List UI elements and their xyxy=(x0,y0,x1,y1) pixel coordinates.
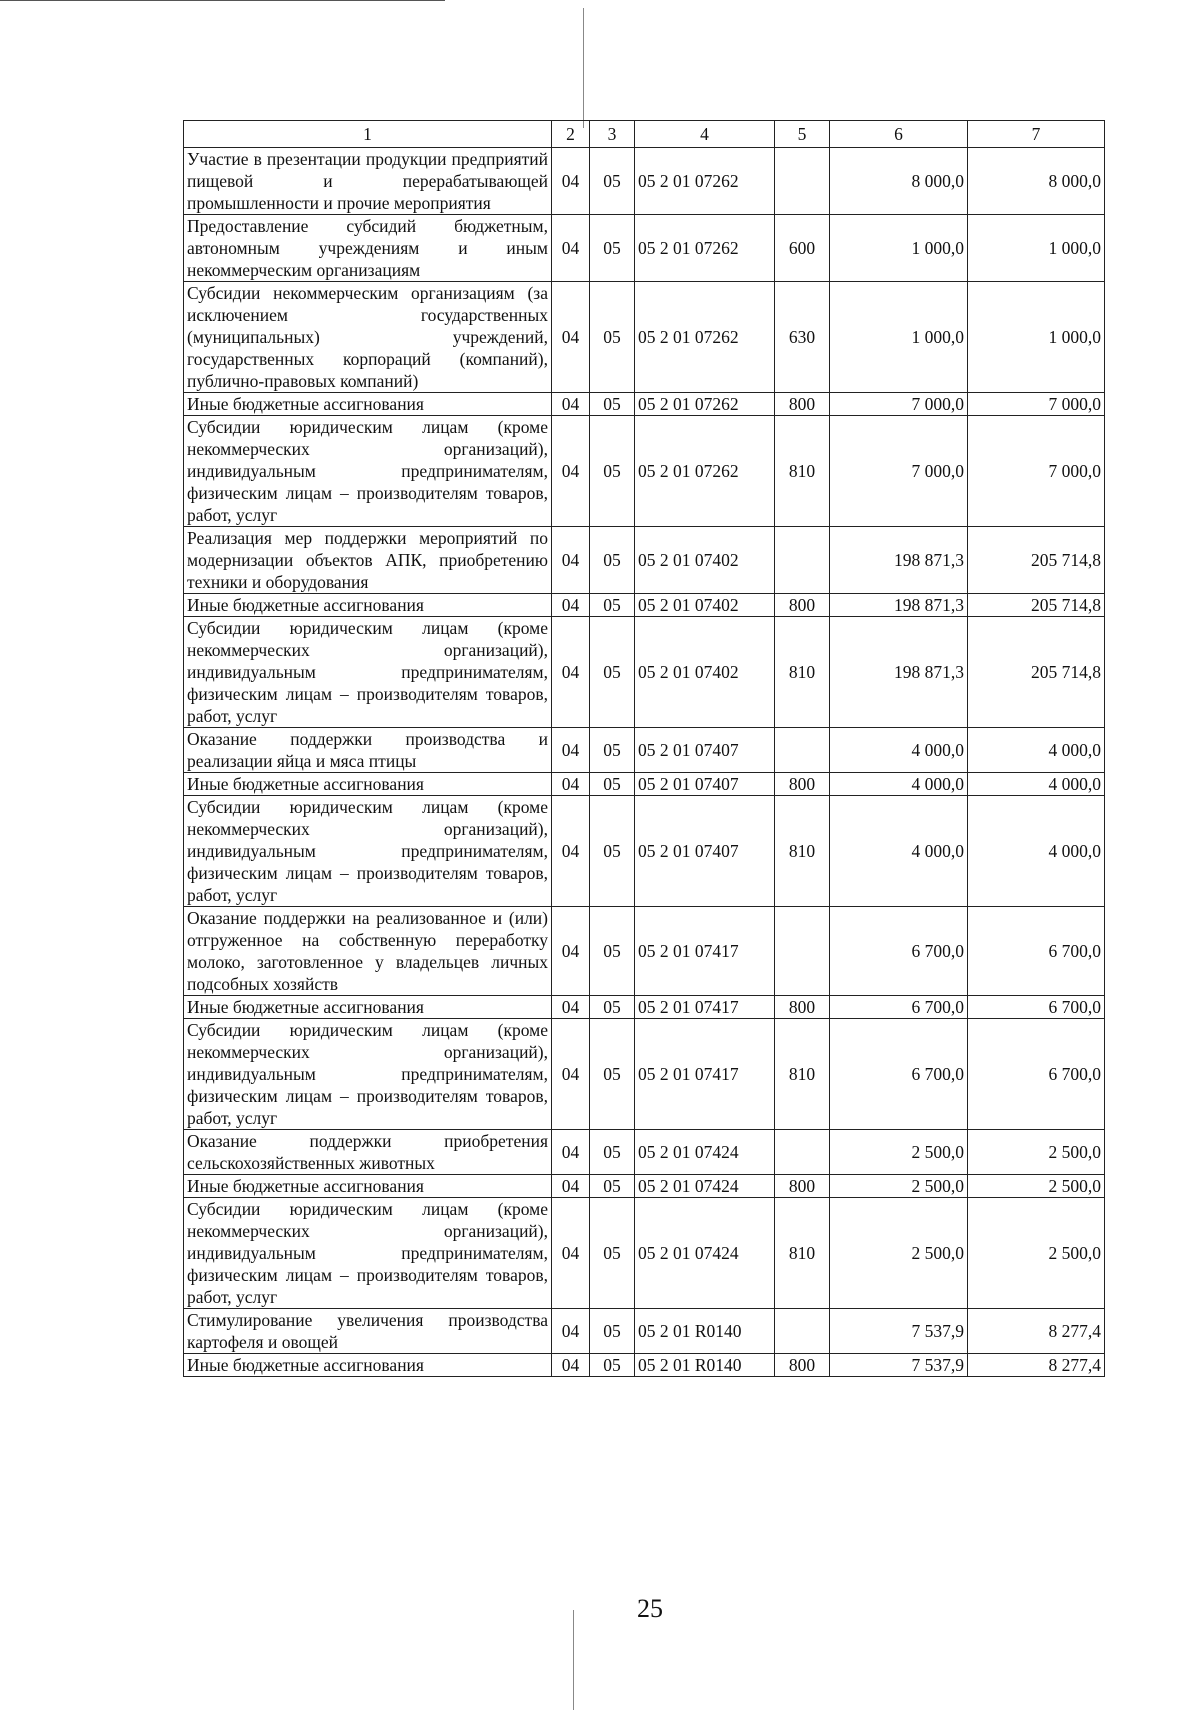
target-article-cell: 05 2 01 07262 xyxy=(635,393,775,416)
target-article-cell: 05 2 01 07417 xyxy=(635,1019,775,1130)
section-code-cell: 04 xyxy=(552,617,590,728)
table-row xyxy=(184,1198,1105,1309)
section-code-cell: 04 xyxy=(552,996,590,1019)
subsection-code-cell: 05 xyxy=(590,773,635,796)
section-code-cell: 04 xyxy=(552,1175,590,1198)
amount-year2-cell: 6 700,0 xyxy=(968,996,1105,1019)
row-name-cell: Оказание поддержки производства и реализации яйца и мяса птицы xyxy=(184,728,552,773)
table-row xyxy=(184,617,1105,728)
expense-type-cell xyxy=(775,907,830,996)
expense-type-cell: 800 xyxy=(775,996,830,1019)
amount-year1-cell: 7 537,9 xyxy=(830,1309,968,1354)
target-article-cell: 05 2 01 07407 xyxy=(635,796,775,907)
amount-year2-cell: 4 000,0 xyxy=(968,773,1105,796)
section-code-cell: 04 xyxy=(552,796,590,907)
amount-year1-cell: 198 871,3 xyxy=(830,527,968,594)
expense-type-cell xyxy=(775,527,830,594)
expense-type-cell: 810 xyxy=(775,1198,830,1309)
amount-year2-cell: 7 000,0 xyxy=(968,393,1105,416)
table-row xyxy=(184,393,1105,416)
target-article-cell: 05 2 01 07402 xyxy=(635,594,775,617)
expense-type-cell xyxy=(775,728,830,773)
expense-type-cell: 600 xyxy=(775,215,830,282)
expense-type-cell: 800 xyxy=(775,393,830,416)
row-name-cell: Субсидии юридическим лицам (кроме некоммерческих организаций), индивидуальным предпринимателям, физическим лицам – производителям товаров, работ, услуг xyxy=(184,416,552,527)
expense-type-cell: 800 xyxy=(775,594,830,617)
row-name-cell: Предоставление субсидий бюджетным, автономным учреждениям и иным некоммерческим организациям xyxy=(184,215,552,282)
table-row xyxy=(184,796,1105,907)
amount-year1-cell: 7 000,0 xyxy=(830,416,968,527)
table-header xyxy=(184,121,1105,148)
table-row xyxy=(184,215,1105,282)
table-row xyxy=(184,1019,1105,1130)
amount-year1-cell: 6 700,0 xyxy=(830,1019,968,1130)
top-rule xyxy=(0,0,445,1)
header-cell: 5 xyxy=(775,121,830,148)
target-article-cell: 05 2 01 07262 xyxy=(635,416,775,527)
row-name-cell: Оказание поддержки на реализованное и (или) отгруженное на собственную переработку молоко, заготовленное у владельцев личных подсобных хозяйств xyxy=(184,907,552,996)
row-name-cell: Стимулирование увеличения производства картофеля и овощей xyxy=(184,1309,552,1354)
amount-year1-cell: 8 000,0 xyxy=(830,148,968,215)
amount-year2-cell: 1 000,0 xyxy=(968,215,1105,282)
table-row xyxy=(184,728,1105,773)
target-article-cell: 05 2 01 07424 xyxy=(635,1130,775,1175)
target-article-cell: 05 2 01 07417 xyxy=(635,907,775,996)
table-row xyxy=(184,148,1105,215)
subsection-code-cell: 05 xyxy=(590,1019,635,1130)
amount-year2-cell: 205 714,8 xyxy=(968,617,1105,728)
amount-year1-cell: 2 500,0 xyxy=(830,1198,968,1309)
amount-year2-cell: 6 700,0 xyxy=(968,907,1105,996)
table-row xyxy=(184,1175,1105,1198)
row-name-cell: Иные бюджетные ассигнования xyxy=(184,393,552,416)
subsection-code-cell: 05 xyxy=(590,996,635,1019)
amount-year1-cell: 7 000,0 xyxy=(830,393,968,416)
subsection-code-cell: 05 xyxy=(590,1309,635,1354)
subsection-code-cell: 05 xyxy=(590,796,635,907)
amount-year1-cell: 1 000,0 xyxy=(830,282,968,393)
table-row xyxy=(184,1354,1105,1377)
amount-year2-cell: 2 500,0 xyxy=(968,1198,1105,1309)
row-name-cell: Субсидии юридическим лицам (кроме некоммерческих организаций), индивидуальным предпринимателям, физическим лицам – производителям товаров, работ, услуг xyxy=(184,796,552,907)
subsection-code-cell: 05 xyxy=(590,907,635,996)
row-name-cell: Субсидии юридическим лицам (кроме некоммерческих организаций), индивидуальным предпринимателям, физическим лицам – производителям товаров, работ, услуг xyxy=(184,1019,552,1130)
target-article-cell: 05 2 01 07262 xyxy=(635,148,775,215)
target-article-cell: 05 2 01 07424 xyxy=(635,1175,775,1198)
header-cell: 1 xyxy=(184,121,552,148)
expense-type-cell: 810 xyxy=(775,617,830,728)
target-article-cell: 05 2 01 07402 xyxy=(635,527,775,594)
section-code-cell: 04 xyxy=(552,1354,590,1377)
target-article-cell: 05 2 01 07407 xyxy=(635,773,775,796)
section-code-cell: 04 xyxy=(552,527,590,594)
amount-year2-cell: 8 000,0 xyxy=(968,148,1105,215)
amount-year1-cell: 4 000,0 xyxy=(830,773,968,796)
subsection-code-cell: 05 xyxy=(590,282,635,393)
expense-type-cell: 810 xyxy=(775,796,830,907)
section-code-cell: 04 xyxy=(552,282,590,393)
section-code-cell: 04 xyxy=(552,728,590,773)
table-row xyxy=(184,282,1105,393)
amount-year1-cell: 2 500,0 xyxy=(830,1175,968,1198)
target-article-cell: 05 2 01 R0140 xyxy=(635,1354,775,1377)
amount-year2-cell: 1 000,0 xyxy=(968,282,1105,393)
binding-line-bottom xyxy=(573,1610,574,1710)
expense-type-cell: 800 xyxy=(775,773,830,796)
section-code-cell: 04 xyxy=(552,1130,590,1175)
section-code-cell: 04 xyxy=(552,393,590,416)
target-article-cell: 05 2 01 R0140 xyxy=(635,1309,775,1354)
page-number: 25 xyxy=(637,1594,663,1623)
subsection-code-cell: 05 xyxy=(590,1198,635,1309)
row-name-cell: Участие в презентации продукции предприятий пищевой и перерабатывающей промышленности и прочие мероприятия xyxy=(184,148,552,215)
amount-year1-cell: 7 537,9 xyxy=(830,1354,968,1377)
row-name-cell: Иные бюджетные ассигнования xyxy=(184,773,552,796)
header-cell: 4 xyxy=(635,121,775,148)
target-article-cell: 05 2 01 07262 xyxy=(635,215,775,282)
amount-year2-cell: 8 277,4 xyxy=(968,1309,1105,1354)
row-name-cell: Иные бюджетные ассигнования xyxy=(184,1175,552,1198)
expense-type-cell: 800 xyxy=(775,1175,830,1198)
section-code-cell: 04 xyxy=(552,215,590,282)
section-code-cell: 04 xyxy=(552,1309,590,1354)
expense-type-cell: 630 xyxy=(775,282,830,393)
table-row xyxy=(184,996,1105,1019)
amount-year1-cell: 1 000,0 xyxy=(830,215,968,282)
row-name-cell: Иные бюджетные ассигнования xyxy=(184,1354,552,1377)
budget-table xyxy=(183,120,1105,1377)
table-row xyxy=(184,527,1105,594)
expense-type-cell xyxy=(775,1309,830,1354)
section-code-cell: 04 xyxy=(552,907,590,996)
target-article-cell: 05 2 01 07402 xyxy=(635,617,775,728)
header-cell: 2 xyxy=(552,121,590,148)
section-code-cell: 04 xyxy=(552,1019,590,1130)
row-name-cell: Оказание поддержки приобретения сельскохозяйственных животных xyxy=(184,1130,552,1175)
expense-type-cell: 810 xyxy=(775,1019,830,1130)
expense-type-cell xyxy=(775,148,830,215)
row-name-cell: Реализация мер поддержки мероприятий по модернизации объектов АПК, приобретению техники и оборудования xyxy=(184,527,552,594)
table-row xyxy=(184,907,1105,996)
amount-year2-cell: 8 277,4 xyxy=(968,1354,1105,1377)
target-article-cell: 05 2 01 07424 xyxy=(635,1198,775,1309)
table-row xyxy=(184,1130,1105,1175)
amount-year2-cell: 4 000,0 xyxy=(968,796,1105,907)
table-row xyxy=(184,416,1105,527)
table-row xyxy=(184,1309,1105,1354)
subsection-code-cell: 05 xyxy=(590,1130,635,1175)
table-body xyxy=(184,148,1105,1377)
amount-year2-cell: 2 500,0 xyxy=(968,1175,1105,1198)
binding-line-top xyxy=(583,8,584,128)
subsection-code-cell: 05 xyxy=(590,728,635,773)
section-code-cell: 04 xyxy=(552,594,590,617)
subsection-code-cell: 05 xyxy=(590,1354,635,1377)
subsection-code-cell: 05 xyxy=(590,527,635,594)
amount-year1-cell: 4 000,0 xyxy=(830,796,968,907)
amount-year1-cell: 6 700,0 xyxy=(830,907,968,996)
expense-type-cell: 810 xyxy=(775,416,830,527)
subsection-code-cell: 05 xyxy=(590,594,635,617)
amount-year2-cell: 205 714,8 xyxy=(968,594,1105,617)
row-name-cell: Субсидии юридическим лицам (кроме некоммерческих организаций), индивидуальным предпринимателям, физическим лицам – производителям товаров, работ, услуг xyxy=(184,1198,552,1309)
amount-year1-cell: 4 000,0 xyxy=(830,728,968,773)
subsection-code-cell: 05 xyxy=(590,416,635,527)
expense-type-cell: 800 xyxy=(775,1354,830,1377)
amount-year2-cell: 7 000,0 xyxy=(968,416,1105,527)
section-code-cell: 04 xyxy=(552,148,590,215)
subsection-code-cell: 05 xyxy=(590,617,635,728)
amount-year2-cell: 6 700,0 xyxy=(968,1019,1105,1130)
table-row xyxy=(184,594,1105,617)
amount-year2-cell: 2 500,0 xyxy=(968,1130,1105,1175)
subsection-code-cell: 05 xyxy=(590,148,635,215)
row-name-cell: Субсидии некоммерческим организациям (за исключением государственных (муниципальных) учреждений, государственных корпораций (компаний), публично-правовых компаний) xyxy=(184,282,552,393)
header-cell: 3 xyxy=(590,121,635,148)
target-article-cell: 05 2 01 07262 xyxy=(635,282,775,393)
section-code-cell: 04 xyxy=(552,416,590,527)
target-article-cell: 05 2 01 07407 xyxy=(635,728,775,773)
amount-year1-cell: 6 700,0 xyxy=(830,996,968,1019)
target-article-cell: 05 2 01 07417 xyxy=(635,996,775,1019)
amount-year1-cell: 2 500,0 xyxy=(830,1130,968,1175)
header-row xyxy=(184,121,1105,148)
row-name-cell: Иные бюджетные ассигнования xyxy=(184,996,552,1019)
row-name-cell: Субсидии юридическим лицам (кроме некоммерческих организаций), индивидуальным предпринимателям, физическим лицам – производителям товаров, работ, услуг xyxy=(184,617,552,728)
amount-year1-cell: 198 871,3 xyxy=(830,617,968,728)
amount-year1-cell: 198 871,3 xyxy=(830,594,968,617)
expense-type-cell xyxy=(775,1130,830,1175)
header-cell: 6 xyxy=(830,121,968,148)
subsection-code-cell: 05 xyxy=(590,1175,635,1198)
subsection-code-cell: 05 xyxy=(590,393,635,416)
header-cell: 7 xyxy=(968,121,1105,148)
subsection-code-cell: 05 xyxy=(590,215,635,282)
table-row xyxy=(184,773,1105,796)
row-name-cell: Иные бюджетные ассигнования xyxy=(184,594,552,617)
section-code-cell: 04 xyxy=(552,1198,590,1309)
section-code-cell: 04 xyxy=(552,773,590,796)
amount-year2-cell: 4 000,0 xyxy=(968,728,1105,773)
amount-year2-cell: 205 714,8 xyxy=(968,527,1105,594)
